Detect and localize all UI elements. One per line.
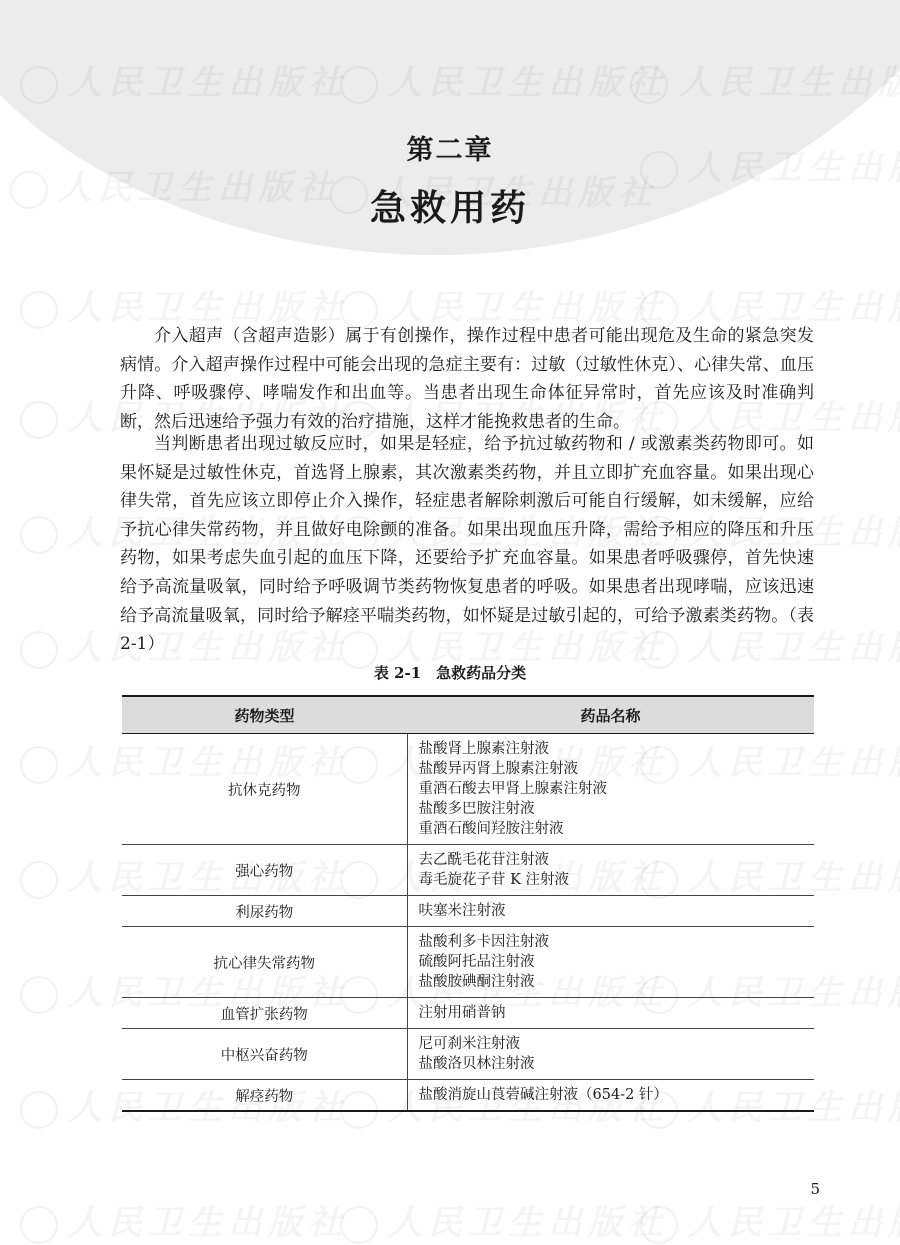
- paragraph-text: 介入超声（含超声造影）属于有创操作，操作过程中患者可能出现危及生命的紧急突发病情。介入超声操作过程中可能会出现的急症主要有：过敏（过敏性休克）、心律失常、血压升降、呼吸骤停、哮喘发作和出血等。当患者出现生命体征异常时，首先应该及时准确判断，然后迅速给予强力有效的治疗措施，这样才能挽救患者的生命。: [120, 326, 814, 432]
- watermark-label: [388, 1203, 668, 1243]
- publisher-logo-icon: [20, 401, 58, 439]
- drug-type-cell: 强心药物: [122, 845, 407, 896]
- chapter-title: 急救用药: [369, 187, 530, 229]
- column-header-drugs: 药品名称: [407, 696, 814, 734]
- drug-name: 尼可刹米注射液: [418, 1036, 520, 1052]
- drug-name: 盐酸胺碘酮注射液: [418, 974, 535, 990]
- drug-type-cell: 解痉药物: [122, 1080, 407, 1112]
- watermark-text: [340, 1195, 668, 1244]
- drug-type-cell: 抗心律失常药物: [122, 927, 407, 998]
- drug-type-cell: 中枢兴奋药物: [122, 1029, 407, 1080]
- watermark-label: [688, 1203, 900, 1243]
- drug-names-cell: [407, 927, 814, 998]
- drug-type-cell: 利尿药物: [122, 896, 407, 927]
- publisher-logo-icon: [20, 1206, 58, 1244]
- chapter-number: 第二章: [406, 135, 494, 166]
- column-header-type: 药物类型: [122, 696, 407, 734]
- page-number: 5: [810, 1180, 820, 1198]
- table-row: [122, 845, 814, 896]
- drug-name: 呋塞米注射液: [418, 903, 506, 919]
- watermark-label: [68, 1203, 348, 1243]
- drug-name: 盐酸洛贝林注射液: [418, 1056, 535, 1072]
- table-row: [122, 734, 814, 845]
- table-header-row: [122, 696, 814, 734]
- drug-names-cell: [407, 896, 814, 927]
- drug-name: 盐酸多巴胺注射液: [418, 801, 535, 817]
- drug-names-cell: [407, 1080, 814, 1112]
- drug-name: 去乙酰毛花苷注射液: [418, 852, 549, 868]
- publisher-logo-icon: [20, 976, 58, 1014]
- table-row: [122, 1029, 814, 1080]
- table-row: [122, 896, 814, 927]
- watermark-text: [20, 1195, 348, 1244]
- publisher-logo-icon: [340, 1206, 378, 1244]
- drug-name: 毒毛旋花子苷 K 注射液: [418, 872, 570, 888]
- table-caption: 表 2-1 急救药品分类: [373, 664, 527, 682]
- drug-name: 盐酸利多卡因注射液: [418, 934, 549, 950]
- drug-names-cell: [407, 998, 814, 1029]
- table-body: [122, 734, 814, 1112]
- drug-classification-table: [122, 695, 814, 1112]
- watermark-text: [640, 1195, 900, 1244]
- table-row: [122, 1080, 814, 1112]
- drug-name: 注射用硝普钠: [418, 1005, 506, 1021]
- drug-name: 盐酸消旋山莨菪碱注射液（654-2 针）: [418, 1087, 668, 1103]
- drug-name: 盐酸异丙肾上腺素注射液: [418, 761, 578, 777]
- paragraph-treatment: [120, 430, 814, 659]
- drug-name: 盐酸肾上腺素注射液: [418, 741, 549, 757]
- drug-names-cell: [407, 1029, 814, 1080]
- drug-type-cell: 抗休克药物: [122, 734, 407, 845]
- publisher-logo-icon: [20, 516, 58, 554]
- publisher-logo-icon: [20, 1091, 58, 1129]
- table-row: [122, 927, 814, 998]
- drug-names-cell: [407, 845, 814, 896]
- publisher-logo-icon: [20, 861, 58, 899]
- drug-type-cell: 血管扩张药物: [122, 998, 407, 1029]
- table-row: [122, 998, 814, 1029]
- publisher-logo-icon: [20, 746, 58, 784]
- drug-name: 重酒石酸间羟胺注射液: [418, 821, 564, 837]
- publisher-logo-icon: [640, 1206, 678, 1244]
- paragraph-text: 当判断患者出现过敏反应时，如果是轻症，给予抗过敏药物和 / 或激素类药物即可。如果怀疑是过敏性休克，首选肾上腺素，其次激素类药物，并且立即扩充血容量。如果出现心律失常，首先应该立即停止介入操作，轻症患者解除刺激后可能自行缓解，如未缓解，应给予抗心律失常药物，并且做好电除颤的准备。如果出现血压升降，需给予相应的降压和升压药物，如果考虑失血引起的血压下降，还要给予扩充血容量。如果患者呼吸骤停，首先快速给予高流量吸氧，同时给予呼吸调节类药物恢复患者的呼吸。如果患者出现哮喘，应该迅速给予高流量吸氧，同时给予解痉平喘类药物，如怀疑是过敏引起的，可给予激素类药物。（表 2-1）: [120, 434, 814, 655]
- drug-names-cell: [407, 734, 814, 845]
- drug-name: 硫酸阿托品注射液: [418, 954, 535, 970]
- paragraph-intro: [120, 322, 814, 436]
- drug-name: 重酒石酸去甲肾上腺素注射液: [418, 781, 607, 797]
